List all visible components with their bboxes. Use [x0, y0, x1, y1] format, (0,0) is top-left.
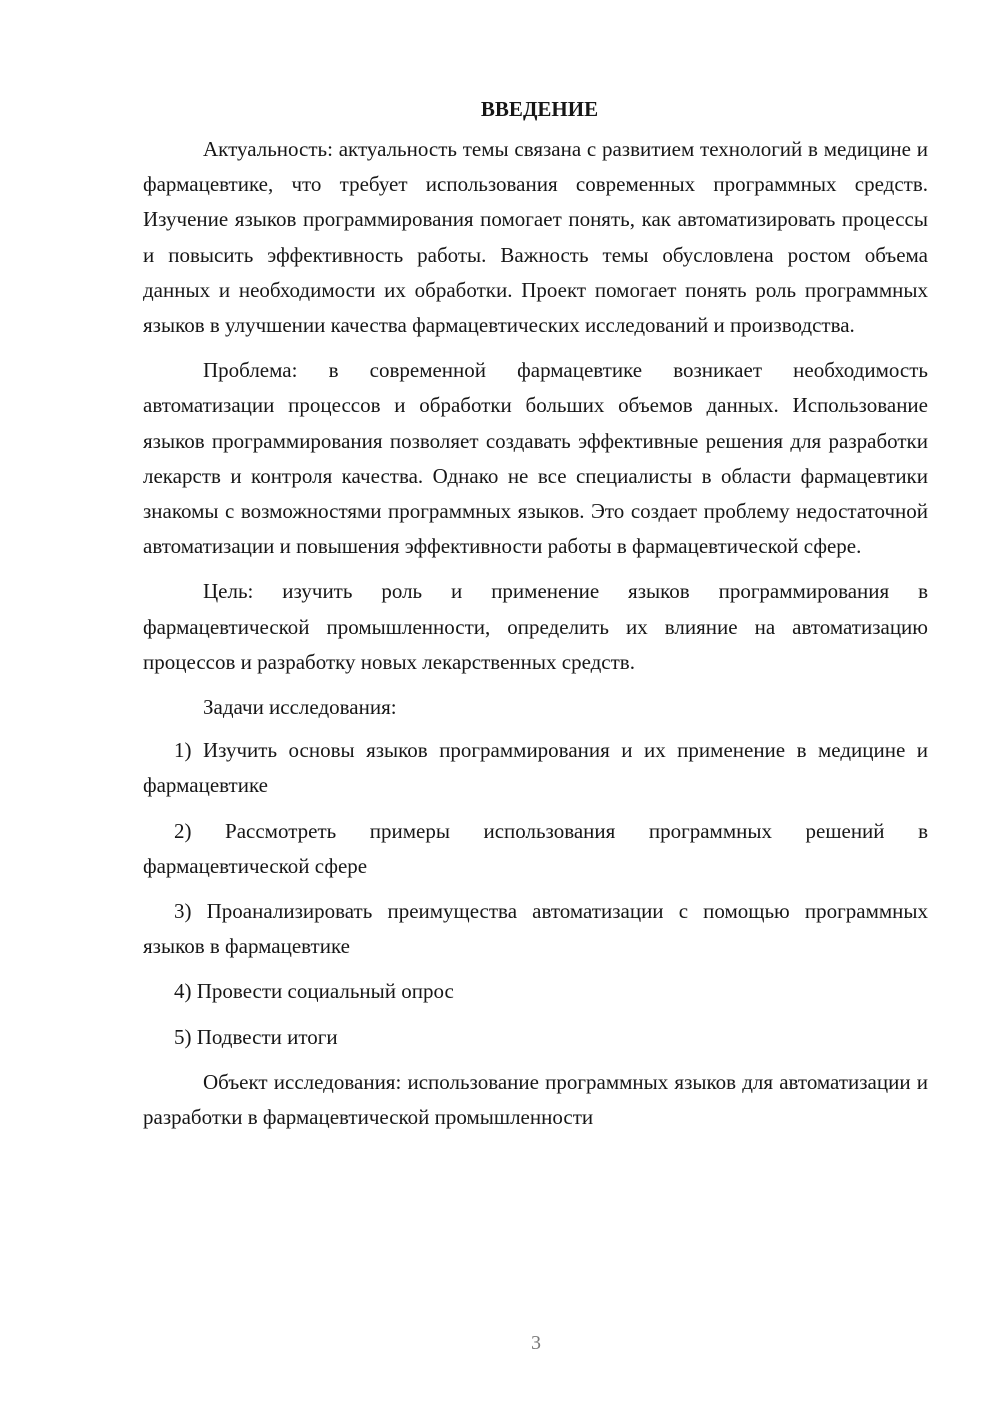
task-item-4: 4) Провести социальный опрос: [174, 979, 454, 1004]
task-item-2: 2) Рассмотреть примеры использования программных решений в фармацевтической сфере: [143, 818, 928, 878]
paragraph-object: Объект исследования: использование программных языков для автоматизации и разработки в фармацевтической промышленности: [143, 1069, 928, 1130]
paragraph-relevance: Актуальность: актуальность темы связана с развитием технологий в медицине и фармацевтике, что требует использования современных программных средств. Изучение языков программирования помогает понять, как автоматизировать процессы и повысить эффективность работы. Важность темы обусловлена ростом объема данных и необходимости их обработки. Проект помогает понять роль программных языков в улучшении качества фармацевтических исследований и производства.: [143, 137, 928, 338]
document-page: [143, 92, 928, 1145]
page-number: 3: [531, 1332, 541, 1354]
tasks-heading: Задачи исследования:: [203, 695, 397, 720]
task-item-1: 1) Изучить основы языков программирования и их применение в медицине и фармацевтике: [143, 738, 928, 798]
task-item-5: 5) Подвести итоги: [174, 1024, 338, 1049]
task-item-3: 3) Проанализировать преимущества автоматизации с помощью программных языков в фармацевтике: [143, 899, 928, 959]
paragraph-problem: Проблема: в современной фармацевтике возникает необходимость автоматизации процессов и обработки больших объемов данных. Использование языков программирования позволяет создавать эффективные решения для разработки лекарств и контроля качества. Однако не все специалисты в области фармацевтики знакомы с возможностями программных языков. Это создает проблему недостаточной автоматизации и повышения эффективности работы в фармацевтической сфере.: [143, 358, 928, 559]
section-title: ВВЕДЕНИЕ: [480, 97, 599, 121]
paragraph-goal: Цель: изучить роль и применение языков программирования в фармацевтической промышленности, определить их влияние на автоматизацию процессов и разработку новых лекарственных средств.: [143, 579, 928, 674]
